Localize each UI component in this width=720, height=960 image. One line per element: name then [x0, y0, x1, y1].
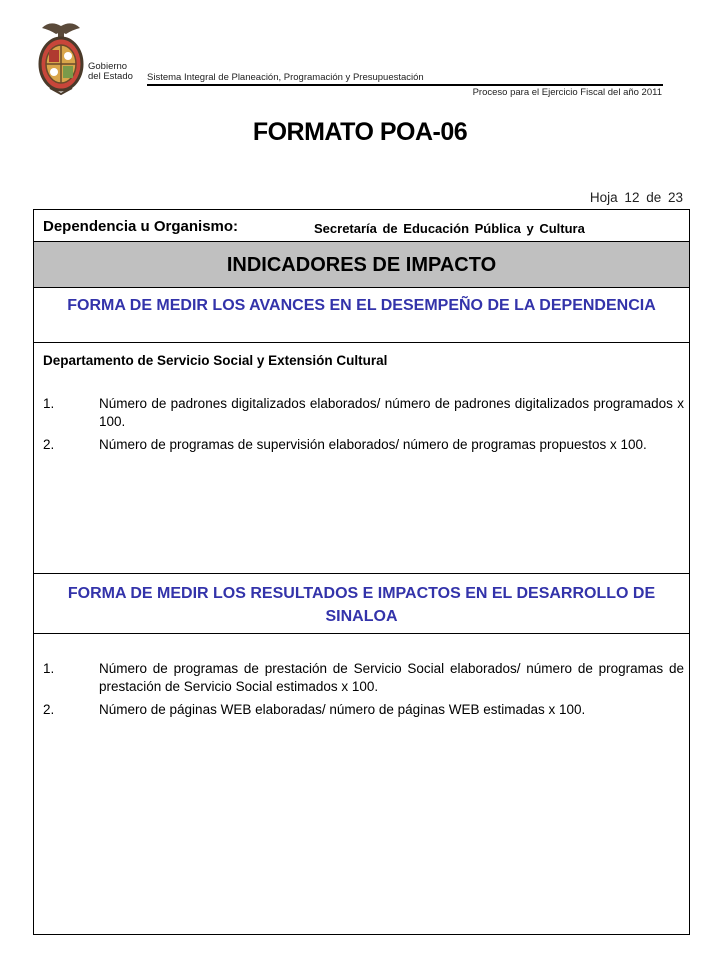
list-item [43, 436, 684, 454]
sistema-label: Sistema Integral de Planeación, Programación y Presupuestación [147, 72, 424, 83]
list-item-number: 1. [43, 661, 55, 676]
list-item-text: Número de programas de supervisión elaborados/ número de programas propuestos x 100. [99, 437, 647, 452]
list-item [43, 701, 684, 719]
section1-list [43, 395, 684, 459]
section2-list [43, 660, 684, 724]
list-item [43, 395, 684, 431]
page-number: Hoja 12 de 23 [589, 190, 683, 205]
list-item-number: 2. [43, 702, 55, 717]
indicadores-title: INDICADORES DE IMPACTO [34, 242, 689, 288]
gobierno-label: Gobierno del Estado [88, 61, 133, 82]
dependencia-value: Secretaría de Educación Pública y Cultura [314, 221, 585, 236]
document-header [0, 0, 720, 110]
list-item [43, 660, 684, 696]
section1-heading: FORMA DE MEDIR LOS AVANCES EN EL DESEMPEÑO DE LA DEPENDENCIA [34, 288, 689, 343]
dependencia-row [34, 210, 689, 242]
header-divider [147, 84, 663, 86]
list-item-text: Número de programas de prestación de Servicio Social elaborados/ número de programas de prestación de Servicio Social estimados x 100. [99, 661, 684, 694]
department-name: Departamento de Servicio Social y Extensión Cultural [43, 353, 388, 368]
section2-heading: FORMA DE MEDIR LOS RESULTADOS E IMPACTOS EN EL DESARROLLO DE SINALOA [34, 574, 689, 634]
form-table [33, 209, 690, 935]
section2-body [34, 634, 689, 934]
dependencia-label: Dependencia u Organismo: [43, 218, 239, 235]
proceso-label: Proceso para el Ejercicio Fiscal del año 2011 [472, 87, 662, 98]
page-title: FORMATO POA-06 [252, 118, 468, 146]
state-seal-icon [36, 18, 86, 96]
list-item-number: 2. [43, 437, 55, 452]
list-item-number: 1. [43, 396, 55, 411]
list-item-text: Número de padrones digitalizados elaborados/ número de padrones digitalizados programados x 100. [99, 396, 684, 429]
list-item-text: Número de páginas WEB elaboradas/ número de páginas WEB estimadas x 100. [99, 702, 586, 717]
section1-body [34, 343, 689, 574]
